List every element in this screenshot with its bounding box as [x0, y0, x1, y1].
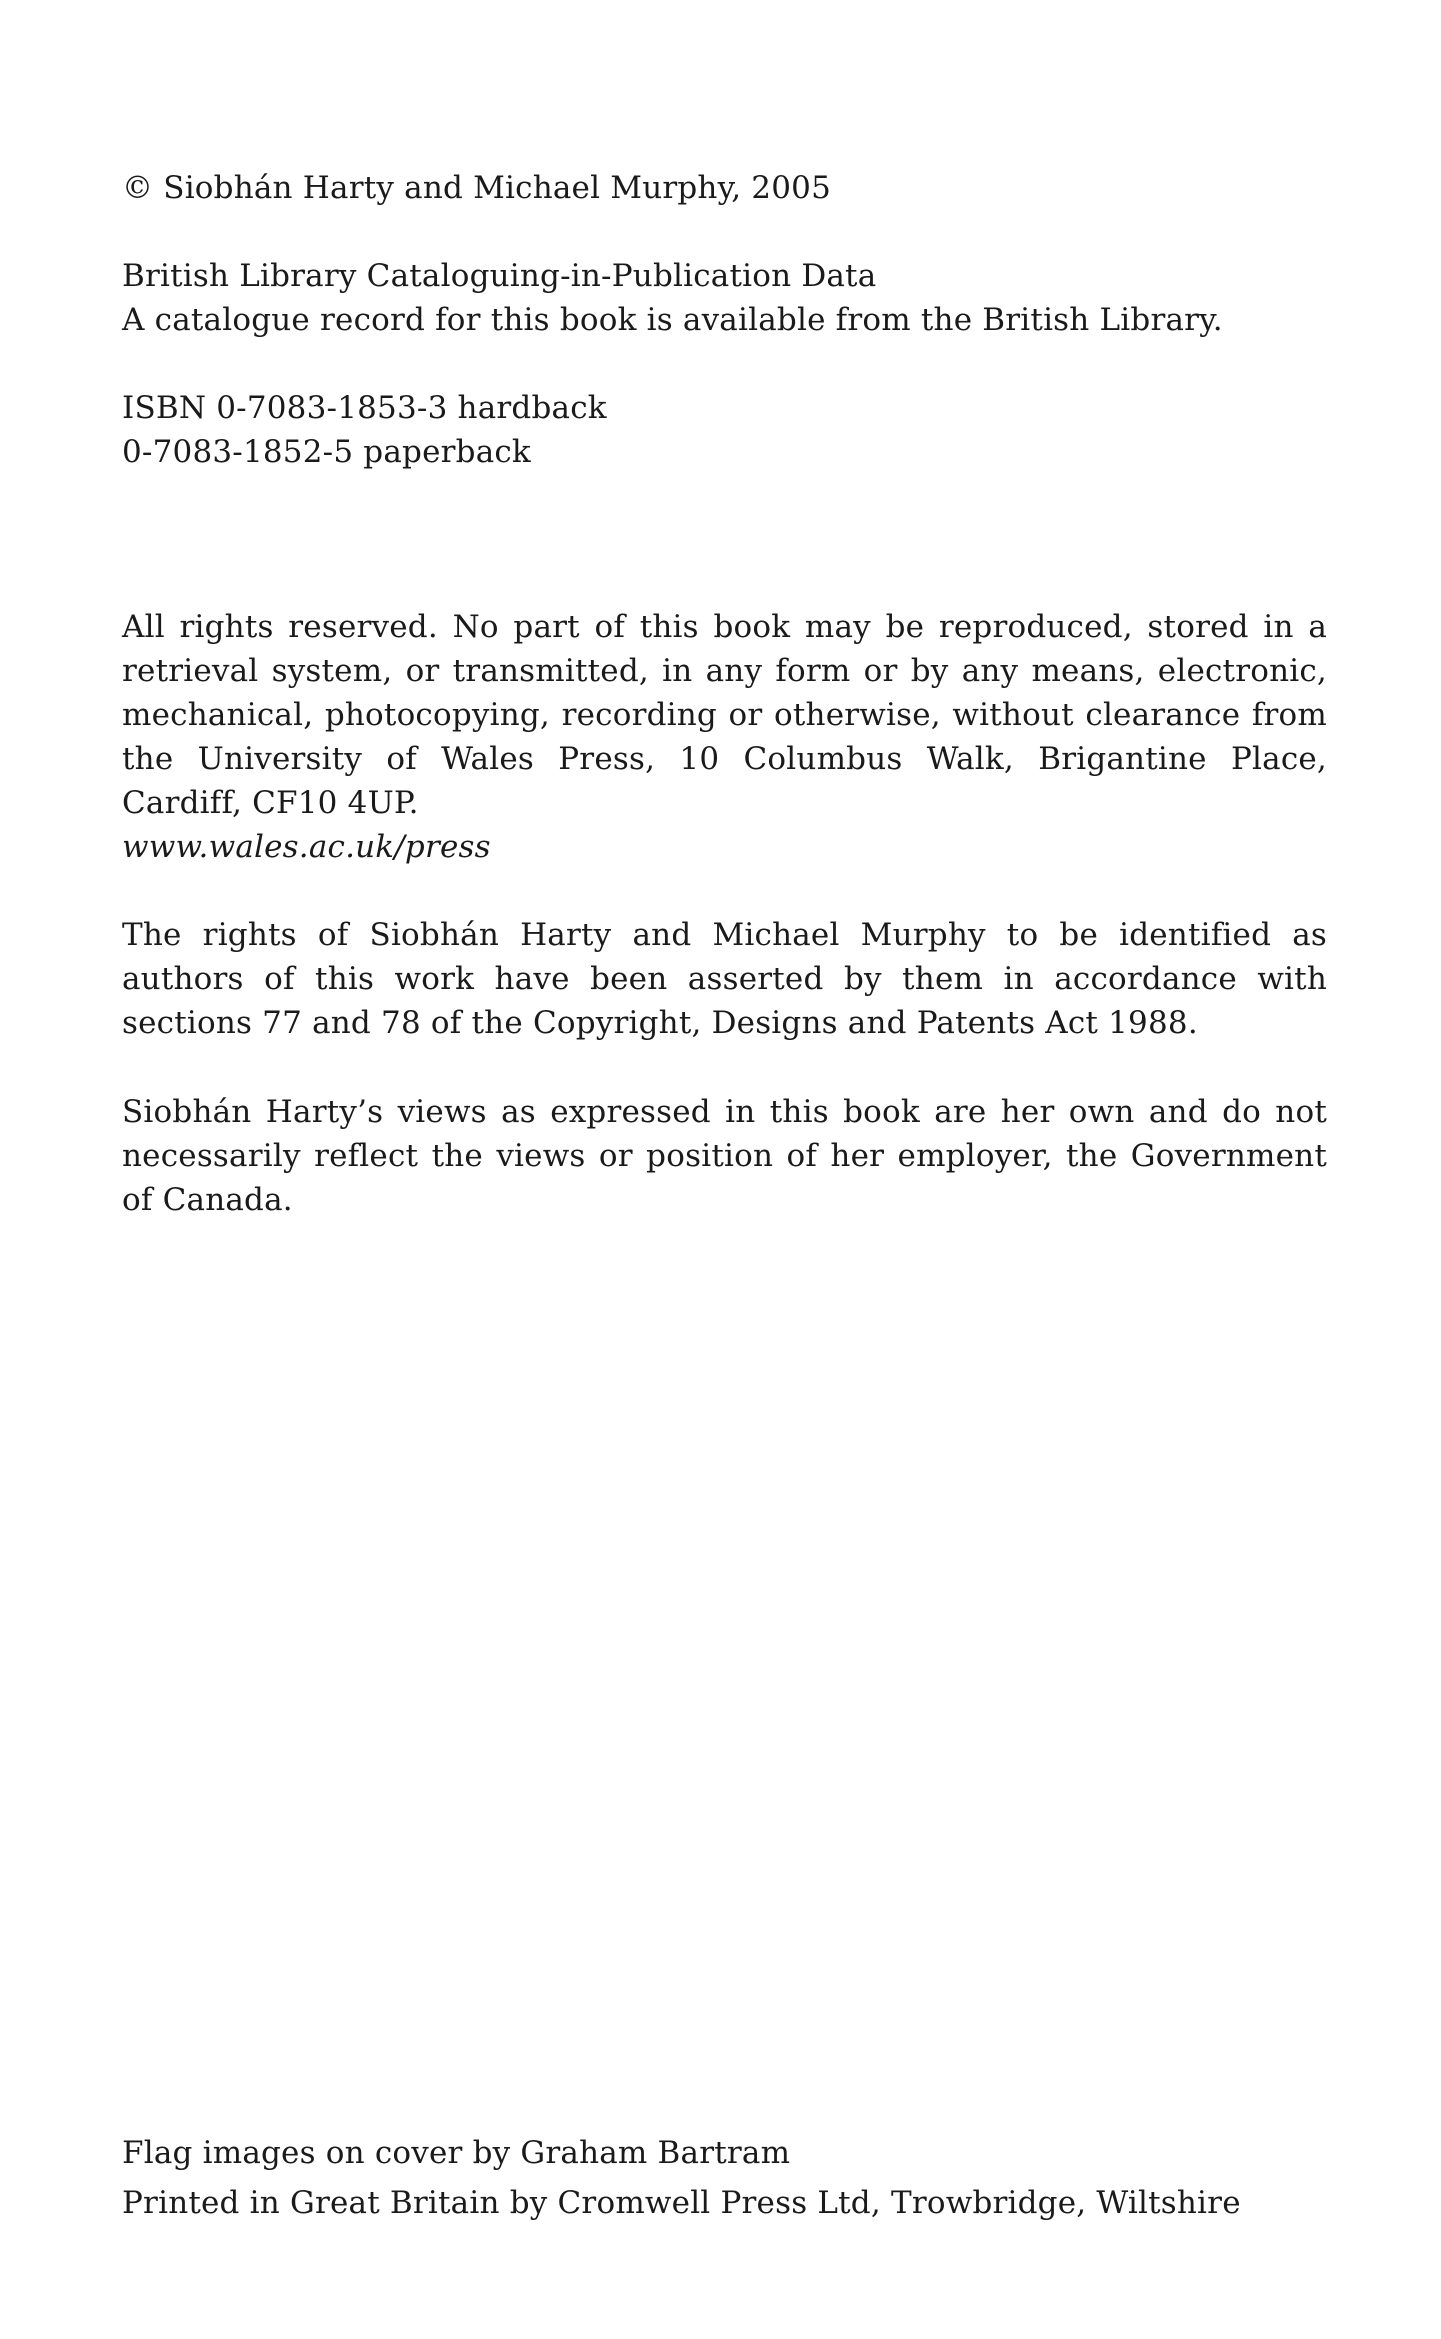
- isbn-paperback: 0-7083-1852-5 paperback: [122, 434, 531, 470]
- isbn-section: [122, 386, 1327, 474]
- copyright-notice: [122, 166, 1327, 210]
- author-rights-text: The rights of Siobhán Harty and Michael Murphy to be identified as authors of this work have been asserted by them in accordance with sections 77 and 78 of the Copyright, Designs and Patents Act 1988.: [122, 917, 1327, 1041]
- cataloguing-title: British Library Cataloguing-in-Publication Data: [122, 258, 877, 294]
- credits-section: [122, 2131, 1327, 2225]
- disclaimer-text: Siobhán Harty’s views as expressed in this book are her own and do not necessarily reflect the views or position of her employer, the Government of Canada.: [122, 1094, 1327, 1218]
- author-rights-section: [122, 913, 1327, 1045]
- rights-reserved-text: All rights reserved. No part of this book may be reproduced, stored in a retrieval system, or transmitted, in any form or by any means, electronic, mechanical, photocopying, recording or otherwise, without clearance from the University of Wales Press, 10 Columbus Walk, Brigantine Place, Cardiff, CF10 4UP.: [122, 609, 1327, 821]
- printer-credit: Printed in Great Britain by Cromwell Press Ltd, Trowbridge, Wiltshire: [122, 2185, 1241, 2221]
- copyright-line: © Siobhán Harty and Michael Murphy, 2005: [122, 170, 831, 206]
- isbn-hardback: ISBN 0-7083-1853-3 hardback: [122, 390, 607, 426]
- cataloguing-record-note: A catalogue record for this book is available from the British Library.: [122, 302, 1223, 338]
- publisher-url: www.wales.ac.uk/press: [122, 829, 491, 865]
- flag-images-credit: Flag images on cover by Graham Bartram: [122, 2135, 791, 2171]
- cataloguing-section: [122, 254, 1327, 342]
- rights-reserved-section: [122, 605, 1327, 869]
- disclaimer-section: [122, 1090, 1327, 1222]
